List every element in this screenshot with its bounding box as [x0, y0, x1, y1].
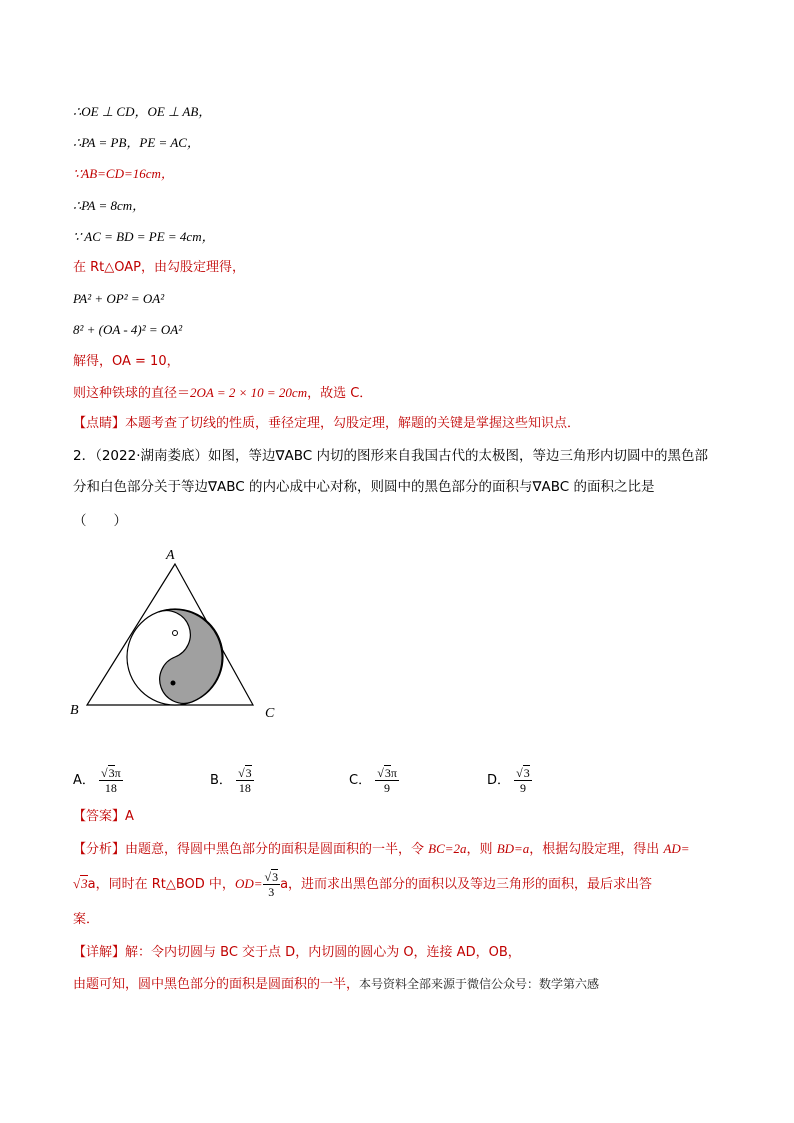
step-line-8: 8² + (OA - 4)² = OA²: [73, 322, 183, 337]
step-line-2: ∴PA = PB，PE = AC，: [73, 135, 200, 150]
conclusion-prefix: 则这种铁球的直径＝: [73, 386, 191, 401]
analysis-text-8: OD=: [234, 876, 263, 891]
answer-line: [73, 808, 134, 826]
step-line-6: 在 Rt△OAP，由勾股定理得，: [73, 260, 245, 275]
point-text: 本题考查了切线的性质，垂径定理，勾股定理，解题的关键是掌握这些知识点．: [125, 416, 581, 431]
option-c-letter: C．: [349, 773, 372, 788]
taiji-triangle-figure: [60, 540, 300, 730]
vertex-c-label: C: [265, 706, 275, 721]
white-eye-dot: [173, 631, 178, 636]
option-a-letter: A．: [73, 773, 95, 788]
detail-line-1: [73, 944, 521, 962]
detail-text-1: 解：令内切圆与 BC 交于点 D，内切圆的圆心为 O，连接 AD，OB，: [125, 945, 521, 960]
vertex-a-label: A: [166, 548, 175, 563]
step-line-5: ∵ AC = BD = PE = 4cm，: [73, 229, 215, 244]
step-line-1: ∴OE ⊥ CD，OE ⊥ AB，: [73, 104, 212, 119]
detail-text-2: 由题可知，圆中黑色部分的面积是圆面积的一半，: [73, 977, 360, 992]
step-line-3: ∵AB=CD=16cm，: [73, 166, 174, 181]
od-fraction: $\frac{√3}{3}$: [264, 870, 279, 899]
point-line: [73, 415, 580, 433]
analysis-text-9: a，进而求出黑色部分的面积以及等边三角形的面积，最后求出答: [280, 877, 653, 892]
answer-value: A: [125, 809, 134, 824]
question-blank: （ ）: [73, 513, 127, 529]
analysis-line-1: [73, 840, 690, 859]
detail-tag: 【详解】: [73, 945, 126, 960]
black-eye-dot: [171, 681, 176, 686]
option-d-fraction: $\frac{√3}{9}$: [516, 766, 530, 795]
analysis-tag: 【分析】: [73, 842, 126, 857]
option-c-fraction: $\frac{√3\pi}{9}$: [377, 766, 397, 795]
step-line-10: [73, 384, 372, 403]
option-b-letter: B．: [210, 773, 232, 788]
analysis-text-2: BC=2a: [428, 841, 467, 856]
conclusion-formula: 2OA = 2 × 10 = 20cm: [190, 385, 308, 400]
source-note: 本号资料全部来源于微信公众号：数学第六感: [359, 977, 600, 991]
option-d-letter: D．: [487, 773, 511, 788]
question-line-1: 2．（2022·湖南娄底）如图，等边∇ABC 内切的图形来自我国古代的太极图，等边三角形内切圆中的黑色部: [73, 448, 708, 464]
question-line-2: 分和白色部分关于等边∇ABC 的内心成中心对称，则圆中的黑色部分的面积与∇ABC 的面积之比是: [73, 479, 655, 495]
option-d[interactable]: [487, 766, 532, 795]
analysis-text-4: BD=a: [496, 841, 530, 856]
analysis-text-6: AD=: [663, 841, 690, 856]
conclusion-suffix: ，故选 C．: [307, 386, 373, 401]
option-a[interactable]: [73, 766, 123, 795]
option-a-fraction: $\frac{√3\pi}{18}$: [101, 766, 121, 795]
sqrt-3-label: √3: [73, 876, 88, 891]
point-tag: 【点睛】: [73, 416, 126, 431]
analysis-line-3: 案．: [73, 912, 100, 927]
option-c[interactable]: [349, 766, 399, 795]
analysis-text-5: ，根据勾股定理，得出: [529, 842, 664, 857]
analysis-text-7: a，同时在 Rt△BOD 中，: [87, 877, 235, 892]
step-line-4: ∴PA = 8cm，: [73, 198, 146, 213]
option-b[interactable]: [210, 766, 254, 795]
analysis-line-2: [73, 870, 652, 899]
analysis-text-3: ，则: [466, 842, 497, 857]
option-b-fraction: $\frac{√3}{18}$: [238, 766, 252, 795]
step-line-9: 解得，OA = 10，: [73, 354, 180, 369]
answer-tag: 【答案】: [73, 809, 126, 824]
vertex-b-label: B: [70, 703, 79, 718]
detail-line-2: [73, 975, 599, 994]
analysis-text-1: 由题意，得圆中黑色部分的面积是圆面积的一半，令: [125, 842, 429, 857]
step-line-7: PA² + OP² = OA²: [73, 291, 165, 306]
